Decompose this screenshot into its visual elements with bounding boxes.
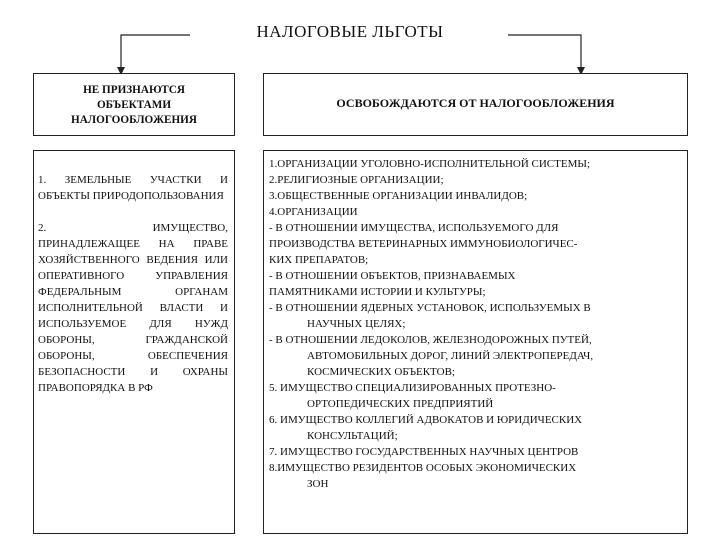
list-line: ЗОН (307, 478, 329, 490)
list-line: 5. ИМУЩЕСТВО СПЕЦИАЛИЗИРОВАННЫХ ПРОТЕЗНО- (269, 382, 556, 394)
header-line: НЕ ПРИЗНАЮТСЯ (83, 84, 185, 96)
not-taxable-list-box (33, 150, 235, 534)
list-line: КОНСУЛЬТАЦИЙ; (307, 430, 398, 442)
not-taxable-header-box (33, 73, 235, 136)
not-taxable-header (40, 83, 228, 128)
exempt-list (269, 156, 679, 492)
list-line: АВТОМОБИЛЬНЫХ ДОРОГ, ЛИНИЙ ЭЛЕКТРОПЕРЕДАЧ, (307, 350, 594, 362)
exempt-header-box (263, 73, 688, 136)
exempt-list-box (263, 150, 688, 534)
list-line: 1.ОРГАНИЗАЦИИ УГОЛОВНО-ИСПОЛНИТЕЛЬНОЙ СИСТЕМЫ; (269, 158, 591, 170)
list-line: 2.РЕЛИГИОЗНЫЕ ОРГАНИЗАЦИИ; (269, 174, 444, 186)
header-line: ОБЪЕКТАМИ (96, 99, 172, 111)
list-line: 7. ИМУЩЕСТВО ГОСУДАРСТВЕННЫХ НАУЧНЫХ ЦЕНТРОВ (269, 446, 579, 458)
list-line: НАУЧНЫХ ЦЕЛЯХ; (307, 318, 406, 330)
list-line: ОРТОПЕДИЧЕСКИХ ПРЕДПРИЯТИЙ (307, 398, 494, 410)
list-line: КОСМИЧЕСКИХ ОБЪЕКТОВ; (307, 366, 455, 378)
list-line: - В ОТНОШЕНИИ ЯДЕРНЫХ УСТАНОВОК, ИСПОЛЬЗУЕМЫХ В (269, 302, 591, 314)
list-item: 1. ЗЕМЕЛЬНЫЕ УЧАСТКИ И ОБЪЕКТЫ ПРИРОДОПОЛЬЗОВАНИЯ (38, 174, 228, 202)
left-arrow (121, 35, 190, 71)
list-line: 3.ОБЩЕСТВЕННЫЕ ОРГАНИЗАЦИИ ИНВАЛИДОВ; (269, 190, 528, 202)
list-line: - В ОТНОШЕНИИ ОБЪЕКТОВ, ПРИЗНАВАЕМЫХ (269, 270, 516, 282)
exempt-header: ОСВОБОЖДАЮТСЯ ОТ НАЛОГООБЛОЖЕНИЯ (336, 96, 615, 110)
list-line: ПАМЯТНИКАМИ ИСТОРИИ И КУЛЬТУРЫ; (269, 286, 486, 298)
list-item: 2. ИМУЩЕСТВО, ПРИНАДЛЕЖАЩЕЕ НА ПРАВЕ ХОЗЯЙСТВЕННОГО ВЕДЕНИЯ ИЛИ ОПЕРАТИВНОГО УПРАВЛЕНИЯ ФЕДЕРАЛЬНЫМ ОРГАНАМ ИСПОЛНИТЕЛЬНОЙ ВЛАСТИ И ИСПОЛЬЗУЕМОЕ ДЛЯ НУЖД ОБОРОНЫ, ГРАЖДАНСКОЙ ОБОРОНЫ, ОБЕСПЕЧЕНИЯ БЕЗОПАСНОСТИ И ОХРАНЫ ПРАВОПОРЯДКА В РФ (38, 222, 228, 394)
header-line: НАЛОГООБЛОЖЕНИЯ (71, 114, 197, 126)
list-line: - В ОТНОШЕНИИ ЛЕДОКОЛОВ, ЖЕЛЕЗНОДОРОЖНЫХ ПУТЕЙ, (269, 334, 592, 346)
right-arrow (508, 35, 581, 71)
list-line: 8.ИМУЩЕСТВО РЕЗИДЕНТОВ ОСОБЫХ ЭКОНОМИЧЕСКИХ (269, 462, 577, 474)
list-line: - В ОТНОШЕНИИ ИМУЩЕСТВА, ИСПОЛЬЗУЕМОГО ДЛЯ (269, 222, 559, 234)
list-line: ПРОИЗВОДСТВА ВЕТЕРИНАРНЫХ ИММУНОБИОЛОГИЧЕС- (269, 238, 578, 250)
list-line: 6. ИМУЩЕСТВО КОЛЛЕГИЙ АДВОКАТОВ И ЮРИДИЧЕСКИХ (269, 414, 583, 426)
list-line: 4.ОРГАНИЗАЦИИ (269, 206, 358, 218)
list-line: КИХ ПРЕПАРАТОВ; (269, 254, 369, 266)
diagram-title: НАЛОГОВЫЕ ЛЬГОТЫ (256, 22, 444, 41)
not-taxable-list (38, 172, 228, 412)
